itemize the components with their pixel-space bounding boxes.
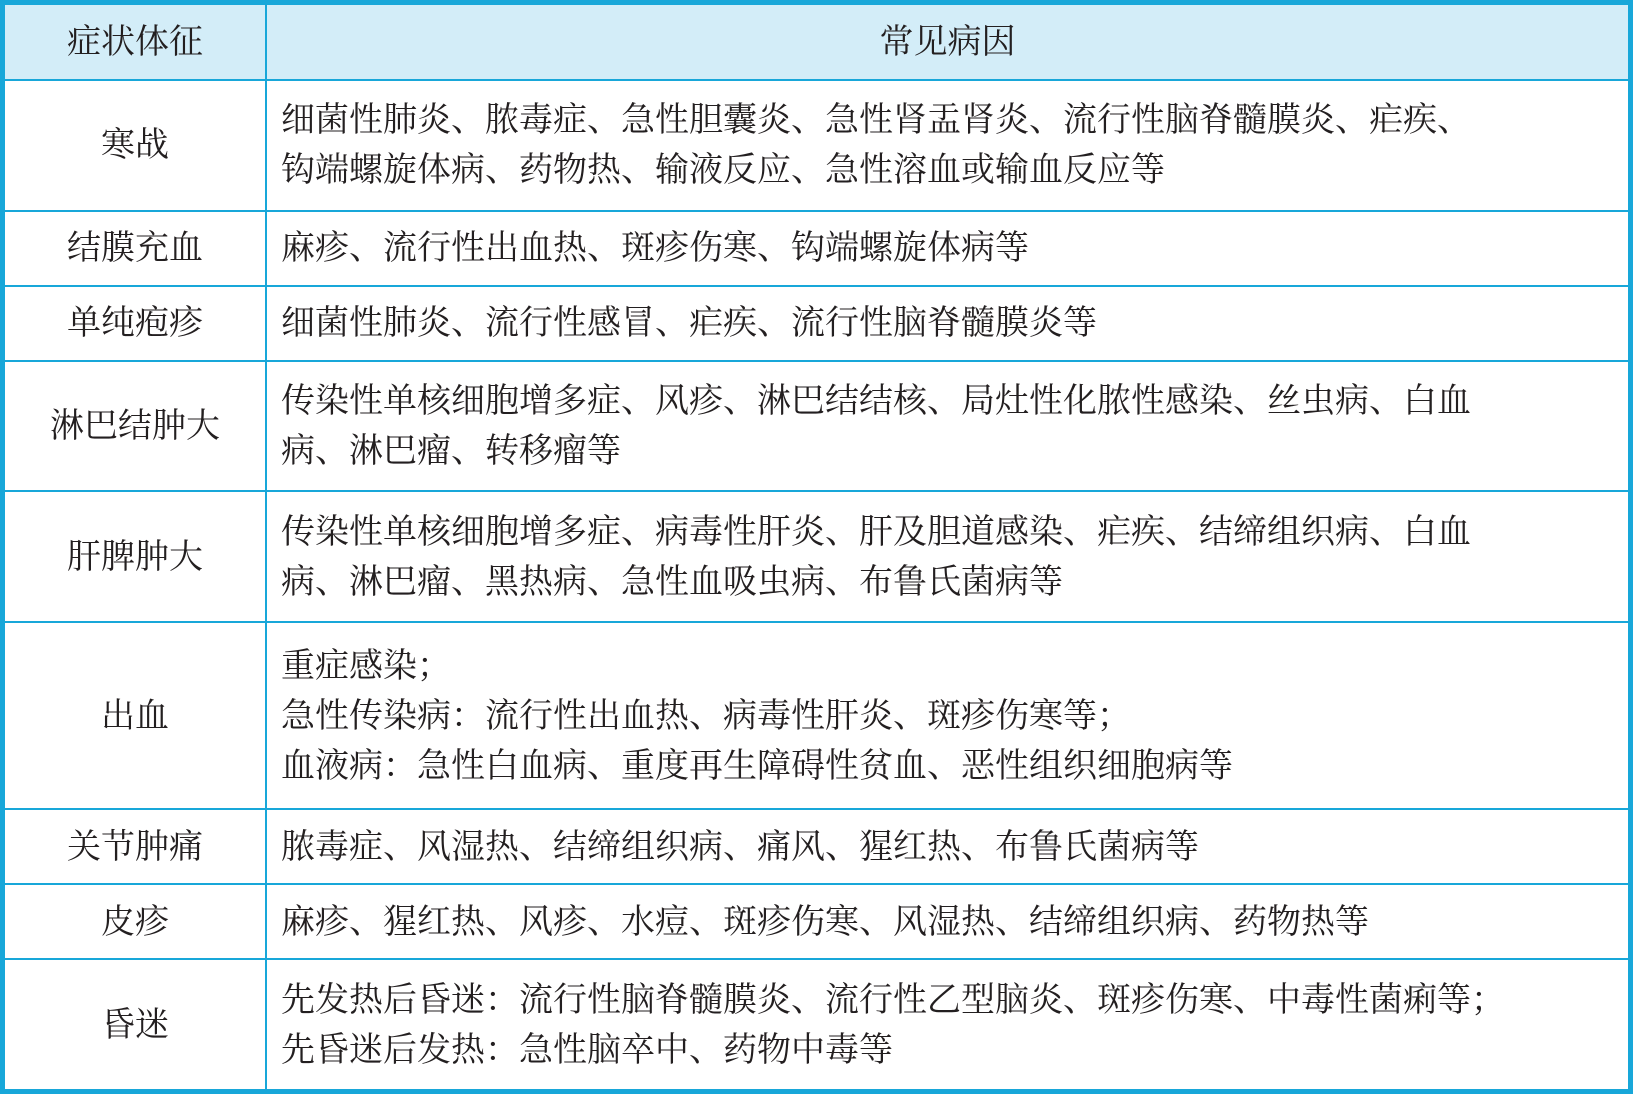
table-row-herpes-simplex (4, 286, 1629, 361)
symptom-cell: 昏迷 (4, 959, 266, 1090)
cause-line: 细菌性肺炎、流行性感冒、疟疾、流行性脑脊髓膜炎等 (281, 303, 1097, 344)
cause-line: 急性传染病：流行性出血热、病毒性肝炎、斑疹伤寒等； (281, 695, 1131, 736)
symptom-cell: 出血 (4, 622, 266, 809)
symptom-cause-table (3, 3, 1630, 1091)
symptom-cell: 关节肿痛 (4, 809, 266, 884)
cause-cell (266, 809, 1629, 884)
cause-line: 脓毒症、风湿热、结缔组织病、痛风、猩红热、布鲁氏菌病等 (281, 826, 1199, 867)
cause-line: 麻疹、猩红热、风疹、水痘、斑疹伤寒、风湿热、结缔组织病、药物热等 (281, 901, 1369, 942)
table-header-row (4, 4, 1629, 80)
symptom-cell: 皮疹 (4, 884, 266, 959)
cause-cell (266, 959, 1629, 1090)
table-row-lymphadenopathy (4, 361, 1629, 492)
table-row-conjunctival-congestion (4, 211, 1629, 286)
symptom-cell: 单纯疱疹 (4, 286, 266, 361)
table-row-chills (4, 80, 1629, 211)
cause-cell (266, 884, 1629, 959)
cause-cell (266, 491, 1629, 622)
cause-line: 钩端螺旋体病、药物热、输液反应、急性溶血或输血反应等 (281, 150, 1165, 191)
cause-cell (266, 622, 1629, 809)
symptom-cell: 结膜充血 (4, 211, 266, 286)
table-row-rash (4, 884, 1629, 959)
header-common-cause: 常见病因 (266, 4, 1629, 80)
cause-line: 传染性单核细胞增多症、病毒性肝炎、肝及胆道感染、疟疾、结缔组织病、白血 (281, 511, 1471, 552)
cause-cell (266, 211, 1629, 286)
table-row-joint-swelling (4, 809, 1629, 884)
table-row-hemorrhage (4, 622, 1629, 809)
cause-cell (266, 80, 1629, 211)
cause-line: 先发热后昏迷：流行性脑脊髓膜炎、流行性乙型脑炎、斑疹伤寒、中毒性菌痢等； (281, 979, 1505, 1020)
cause-line: 重症感染； (281, 645, 451, 686)
cause-line: 麻疹、流行性出血热、斑疹伤寒、钩端螺旋体病等 (281, 228, 1029, 269)
cause-line: 先昏迷后发热：急性脑卒中、药物中毒等 (281, 1029, 893, 1070)
symptom-cell: 肝脾肿大 (4, 491, 266, 622)
cause-line: 病、淋巴瘤、转移瘤等 (281, 431, 621, 471)
cause-cell (266, 361, 1629, 492)
cause-line: 病、淋巴瘤、黑热病、急性血吸虫病、布鲁氏菌病等 (281, 561, 1063, 602)
cause-cell (266, 286, 1629, 361)
symptom-cell: 寒战 (4, 80, 266, 211)
symptom-cell: 淋巴结肿大 (4, 361, 266, 492)
cause-line: 血液病：急性白血病、重度再生障碍性贫血、恶性组织细胞病等 (281, 745, 1233, 786)
cause-line: 传染性单核细胞增多症、风疹、淋巴结结核、局灶性化脓性感染、丝虫病、白血 (281, 381, 1471, 421)
cause-line: 细菌性肺炎、脓毒症、急性胆囊炎、急性肾盂肾炎、流行性脑脊髓膜炎、疟疾、 (281, 100, 1471, 141)
table-row-coma (4, 959, 1629, 1090)
table-row-hepatosplenomegaly (4, 491, 1629, 622)
header-symptom: 症状体征 (4, 4, 266, 80)
